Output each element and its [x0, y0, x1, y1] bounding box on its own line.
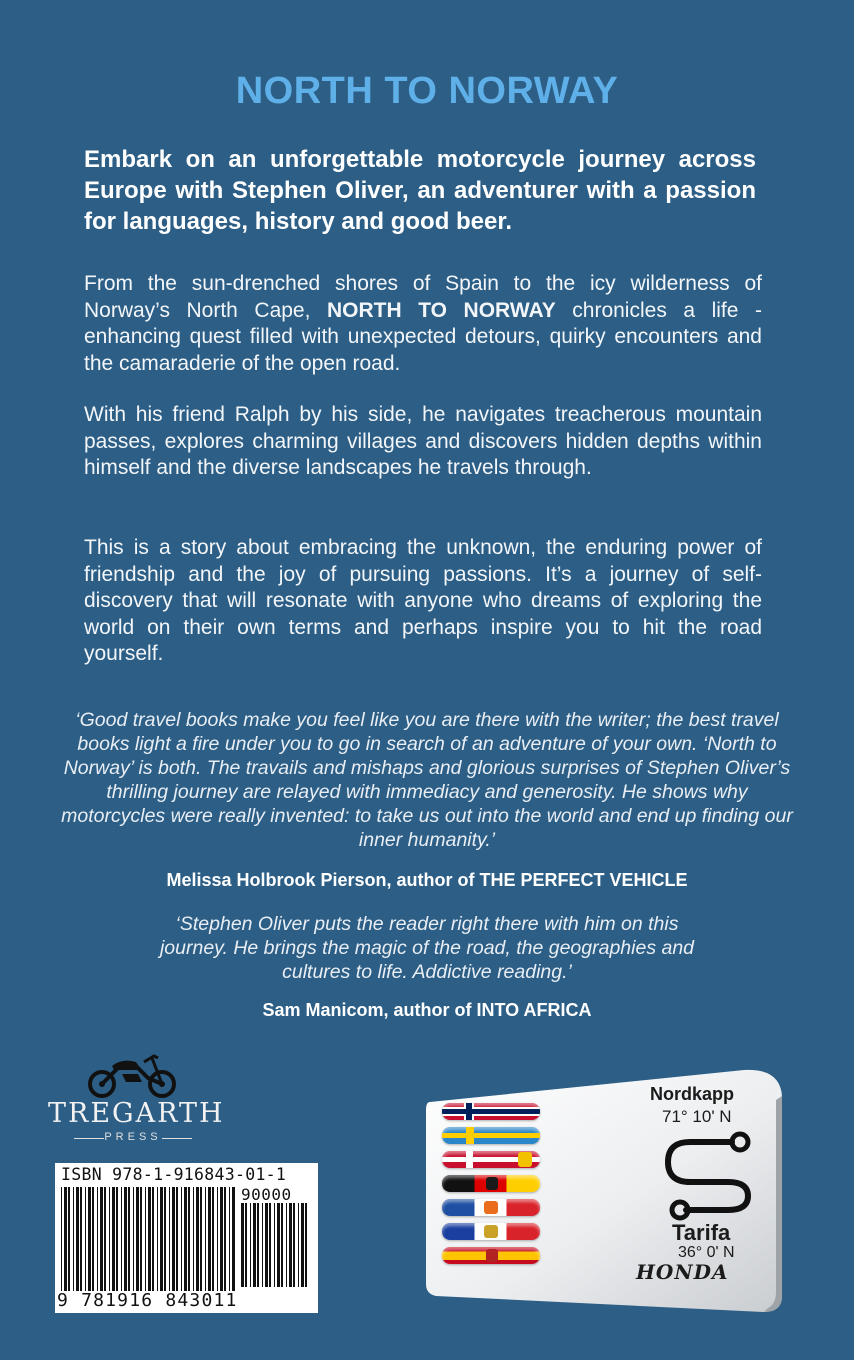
barcode-bar — [73, 1187, 74, 1291]
review-attribution-1: Melissa Holbrook Pierson, author of THE PERFECT VEHICLE — [166, 870, 688, 890]
barcode-bar — [104, 1187, 106, 1291]
barcode-bar — [232, 1187, 235, 1291]
barcode-bar — [281, 1203, 283, 1287]
barcode-bar — [274, 1203, 275, 1287]
barcode-bar — [61, 1187, 62, 1291]
winding-road-icon — [660, 1130, 760, 1222]
barcode-bar — [224, 1187, 226, 1291]
review-quote-1: ‘Good travel books make you feel like you are there with the writer; the best travel books light a fire under you to go in search of an adventure of your own. ‘North to Norway’ is both. The travails and mishaps and glorious surprises of Stephen Oliver’s thrilling journey are relayed with immediacy and generosity. He shows why motorcycles were really invented: to take us out into the world and end up finding our inner humanity.’ — [61, 709, 793, 851]
barcode-bar — [164, 1187, 166, 1291]
route-sticker — [424, 1064, 786, 1316]
route-end-coordinate: 36° 0' N — [678, 1244, 735, 1261]
barcode-bar — [265, 1203, 268, 1287]
barcode-bar — [241, 1203, 244, 1287]
sweden-flag-icon — [442, 1127, 540, 1144]
barcode-bar — [229, 1187, 230, 1291]
barcode-bar — [133, 1187, 134, 1291]
barcode-bar — [92, 1187, 94, 1291]
barcode-bar — [196, 1187, 199, 1291]
review-quote-2: ‘Stephen Oliver puts the reader right there with him on this journey. He brings the magic of the road, the geographies and cultures to life. Addictive reading.’ — [159, 913, 695, 983]
barcode-bar — [64, 1187, 67, 1291]
barcode-bar — [100, 1187, 103, 1291]
review-attribution-2: Sam Manicom, author of INTO AFRICA — [262, 1000, 592, 1020]
barcode-bar — [80, 1187, 82, 1291]
honda-logo: HONDA — [636, 1260, 729, 1284]
barcode-bar — [88, 1187, 91, 1291]
barcode-bar — [245, 1203, 247, 1287]
publisher-imprint: PRESS — [104, 1131, 162, 1143]
barcode-bar — [253, 1203, 256, 1287]
description-paragraph-3: This is a story about embracing the unknown, the enduring power of friendship and the joy of pursuing passions. It’s a journey of self-discovery that will resonate with anyone who dreams of exploring the world on their own terms and perhaps inspire you to hit the road yourself. — [84, 536, 762, 665]
barcode-bar — [124, 1187, 127, 1291]
route-end-place: Tarifa — [672, 1220, 731, 1245]
barcode-bar — [286, 1203, 287, 1287]
barcode-bar — [200, 1187, 202, 1291]
price-code: 90000 — [241, 1185, 292, 1204]
barcode-bar — [305, 1203, 307, 1287]
andorra-flag-icon — [442, 1223, 540, 1240]
barcode-bar — [112, 1187, 115, 1291]
route-start-place: Nordkapp — [650, 1084, 735, 1104]
ean-barcode-bars — [61, 1187, 237, 1291]
barcode-bar — [97, 1187, 98, 1291]
barcode-bar — [160, 1187, 163, 1291]
spain-flag-icon — [442, 1247, 540, 1264]
barcode-bar — [293, 1203, 295, 1287]
barcode-bar — [152, 1187, 154, 1291]
barcode-bar — [250, 1203, 251, 1287]
barcode-bar — [157, 1187, 158, 1291]
barcode-bar — [128, 1187, 130, 1291]
barcode-bar — [262, 1203, 263, 1287]
barcode-bar — [176, 1187, 178, 1291]
barcode-bar — [136, 1187, 139, 1291]
route-start-coordinate: 71° 10' N — [662, 1107, 732, 1126]
book-title: NORTH TO NORWAY — [235, 70, 619, 112]
divider — [162, 1138, 192, 1139]
addon-barcode-bars — [241, 1203, 311, 1287]
barcode-bar — [181, 1187, 182, 1291]
para1-title-bold: NORTH TO NORWAY — [327, 298, 556, 322]
denmark-flag-icon — [442, 1151, 540, 1168]
isbn-text: ISBN 978-1-916843-01-1 — [61, 1165, 287, 1184]
barcode-bar — [140, 1187, 142, 1291]
barcode-bar — [205, 1187, 206, 1291]
barcode-bar — [169, 1187, 170, 1291]
motorcycle-icon — [82, 1048, 182, 1100]
barcode-bar — [121, 1187, 122, 1291]
barcode-bar — [76, 1187, 79, 1291]
barcode-bar — [208, 1187, 211, 1291]
barcode-bar — [217, 1187, 218, 1291]
barcode-bar — [269, 1203, 271, 1287]
barcode-bar — [301, 1203, 304, 1287]
description-paragraph-2: With his friend Ralph by his side, he navigates treacherous mountain passes, explores charming villages and discovers hidden depths within himself and the diverse landscapes he travels through. — [84, 403, 762, 479]
ean-digits: 9 781916 843011 — [57, 1290, 238, 1311]
barcode-bar — [277, 1203, 280, 1287]
norway-flag-icon — [442, 1103, 540, 1120]
germany-flag-icon — [442, 1175, 540, 1192]
barcode-bar — [109, 1187, 110, 1291]
barcode-bar — [257, 1203, 259, 1287]
lead-paragraph: Embark on an unforgettable motorcycle journey across Europe with Stephen Oliver, an adventurer with a passion for languages, history and good beer. — [84, 146, 756, 235]
barcode-bar — [298, 1203, 299, 1287]
barcode-bar — [184, 1187, 187, 1291]
barcode-bar — [172, 1187, 175, 1291]
barcode-bar — [145, 1187, 146, 1291]
barcode-bar — [116, 1187, 118, 1291]
description-paragraph-1 — [84, 271, 762, 377]
barcode-bar — [212, 1187, 214, 1291]
france-flag-icon — [442, 1199, 540, 1216]
publisher-name: TREGARTH — [48, 1098, 225, 1129]
barcode-bar — [148, 1187, 151, 1291]
barcode-bar — [85, 1187, 86, 1291]
barcode-bar — [68, 1187, 70, 1291]
barcode-bar — [193, 1187, 194, 1291]
para1-text-end: chronicles a life -enhancing quest filled with unexpected detours, quirky encounters and the camaraderie of the open road. — [84, 298, 762, 375]
barcode-bar — [289, 1203, 292, 1287]
barcode-bar — [220, 1187, 223, 1291]
para1-text-start: From the sun-drenched shores of Spain to the icy wilderness of Norway’s North Cape, — [84, 272, 762, 322]
barcode-bar — [188, 1187, 190, 1291]
isbn-barcode — [55, 1163, 318, 1313]
publisher-logo — [48, 1048, 225, 1148]
